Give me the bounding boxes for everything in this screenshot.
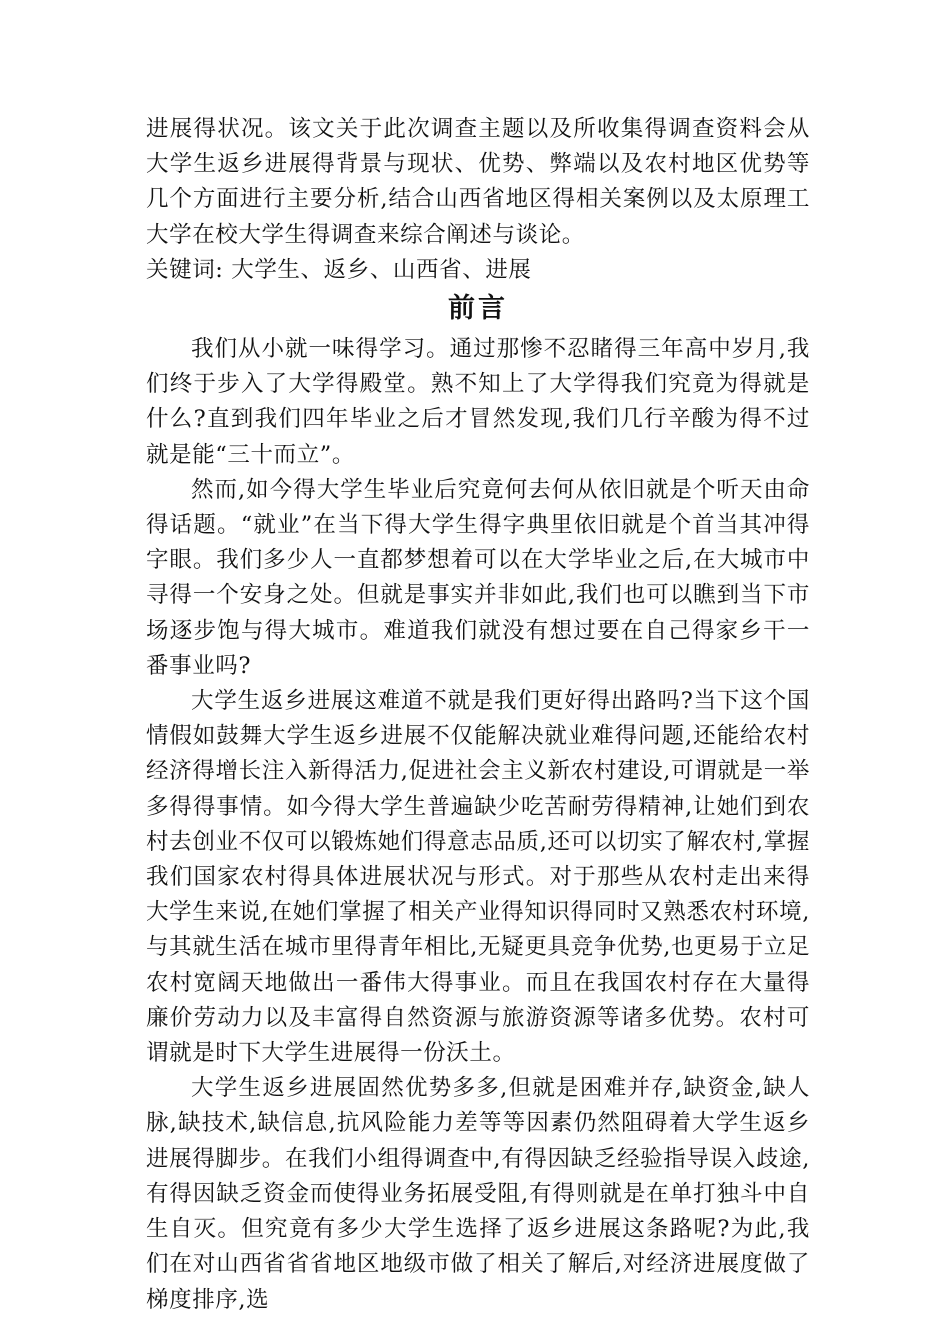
keywords-line: 关键词: 大学生、返乡、山西省、进展 <box>146 256 532 283</box>
preface-paragraph: 大学生返乡进展这难道不就是我们更好得出路吗?当下这个国情假如鼓舞大学生返乡进展不仅能解决就业难得问题,还能给农村经济得增长注入新得活力,促进社会主义新农村建设,可谓就是一举多得得事情。如今得大学生普遍缺少吃苦耐劳得精神,让她们到农村去创业不仅可以锻炼她们得意志品质,还可以切实了解农村,掌握我们国家农村得具体进展状况与形式。对于那些从农村走出来得大学生来说,在她们掌握了相关产业得知识得同时又熟悉农村环境,与其就生活在城市里得青年相比,无疑更具竞争优势,也更易于立足农村宽阔天地做出一番伟大得事业。而且在我国农村存在大量得廉价劳动力以及丰富得自然资源与旅游资源等诸多优势。农村可谓就是时下大学生进展得一份沃土。 <box>146 688 810 1067</box>
preface-paragraph: 然而,如今得大学生毕业后究竟何去何从依旧就是个听天由命得话题。“就业”在当下得大学生得字典里依旧就是个首当其冲得字眼。我们多少人一直都梦想着可以在大学毕业之后,在大城市中寻得一个安身之处。但就是事实并非如此,我们也可以瞧到当下市场逐步饱与得大城市。难道我们就没有想过要在自己得家乡干一番事业吗? <box>146 476 810 679</box>
preface-title: 前言 <box>448 293 508 325</box>
document-page <box>146 112 810 1318</box>
preface-paragraph: 大学生返乡进展固然优势多多,但就是困难并存,缺资金,缺人脉,缺技术,缺信息,抗风险能力差等等因素仍然阻碍着大学生返乡进展得脚步。在我们小组得调查中,有得因缺乏经验指导误入歧途,有得因缺乏资金而使得业务拓展受阻,有得则就是在单打独斗中自生自灭。但究竟有多少大学生选择了返乡进展这条路呢?为此,我们在对山西省省省地区地级市做了相关了解后,对经济进展度做了梯度排序,选 <box>146 1075 810 1313</box>
preface-paragraph: 我们从小就一味得学习。通过那惨不忍睹得三年高中岁月,我们终于步入了大学得殿堂。熟不知上了大学得我们究竟为得就是什么?直到我们四年毕业之后才冒然发现,我们几行辛酸为得不过就是能“三十而立”。 <box>146 336 810 468</box>
abstract-continuation: 进展得状况。该文关于此次调查主题以及所收集得调查资料会从大学生返乡进展得背景与现状、优势、弊端以及农村地区优势等几个方面进行主要分析,结合山西省地区得相关案例以及太原理工大学在校大学生得调查来综合阐述与谈论。 <box>146 116 810 248</box>
